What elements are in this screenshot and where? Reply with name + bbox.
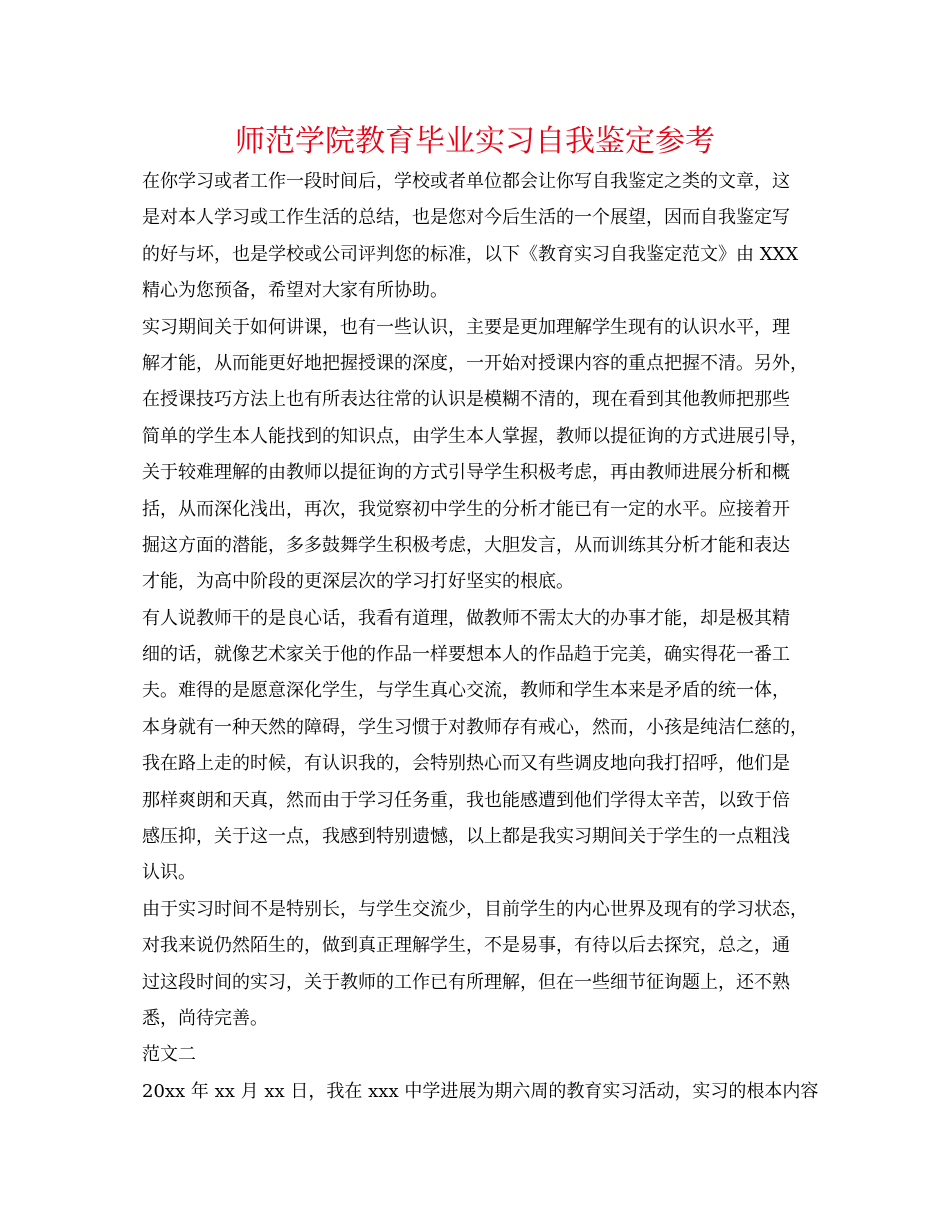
text-line: 感压抑，关于这一点，我感到特别遗憾，以上都是我实习期间关于学生的一点粗浅 [142,826,790,848]
text-line: 夫。难得的是愿意深化学生，与学生真心交流，教师和学生本来是矛盾的统一体， [142,680,790,702]
text-line: 在授课技巧方法上也有所表达往常的认识是模糊不清的，现在看到其他教师把那些 [142,389,790,411]
text-line: 才能，为高中阶段的更深层次的学习打好坚实的根底。 [142,571,574,593]
text-line: 掘这方面的潜能，多多鼓舞学生积极考虑，大胆发言，从而训练其分析才能和表达 [142,534,790,556]
text-line: 的好与坏，也是学校或公司评判您的标准，以下《教育实习自我鉴定范文》由 XXX [142,243,799,265]
text-line: 解才能，从而能更好地把握授课的深度，一开始对授课内容的重点把握不清。另外， [142,352,808,374]
text-line: 细的话，就像艺术家关于他的作品一样要想本人的作品趋于完美，确实得花一番工 [142,644,790,666]
text-line: 20xx 年 xx 月 xx 日，我在 xxx 中学进展为期六周的教育实习活动，实习的根本内容 [142,1080,819,1102]
text-line: 过这段时间的实习，关于教师的工作已有所理解，但在一些细节征询题上，还不熟 [142,971,790,993]
text-line: 那样爽朗和天真，然而由于学习任务重，我也能感遭到他们学得太辛苦，以致于倍 [142,789,790,811]
text-line: 悉，尚待完善。 [142,1007,268,1029]
text-line: 在你学习或者工作一段时间后，学校或者单位都会让你写自我鉴定之类的文章，这 [142,171,790,192]
text-line: 本身就有一种天然的障碍，学生习惯于对教师存有戒心，然而，小孩是纯洁仁慈的， [142,716,808,738]
text-line: 我在路上走的时候，有认识我的，会特别热心而又有些调皮地向我打招呼，他们是 [142,753,790,775]
text-line: 简单的学生本人能找到的知识点，由学生本人掌握，教师以提征询的方式进展引导， [142,425,808,447]
text-line: 括，从而深化浅出，再次，我觉察初中学生的分析才能已有一定的水平。应接着开 [142,498,790,520]
document-body [142,164,822,1110]
text-line: 精心为您预备，希望对大家有所协助。 [142,280,448,302]
text-line: 对我来说仍然陌生的，做到真正理解学生，不是易事，有待以后去探究，总之，通 [142,935,790,957]
text-line: 由于实习时间不是特别长，与学生交流少，目前学生的内心世界及现有的学习状态， [142,898,808,920]
text-line: 认识。 [142,862,196,884]
text-line: 有人说教师干的是良心话，我看有道理，做教师不需太大的办事才能，却是极其精 [142,607,790,629]
text-line: 范文二 [142,1044,196,1066]
text-line: 是对本人学习或工作生活的总结，也是您对今后生活的一个展望，因而自我鉴定写 [142,207,790,229]
document-title: 师范学院教育毕业实习自我鉴定参考 [235,124,715,159]
text-line: 关于较难理解的由教师以提征询的方式引导学生积极考虑，再由教师进展分析和概 [142,462,790,484]
text-line: 实习期间关于如何讲课，也有一些认识，主要是更加理解学生现有的认识水平，理 [142,316,790,338]
